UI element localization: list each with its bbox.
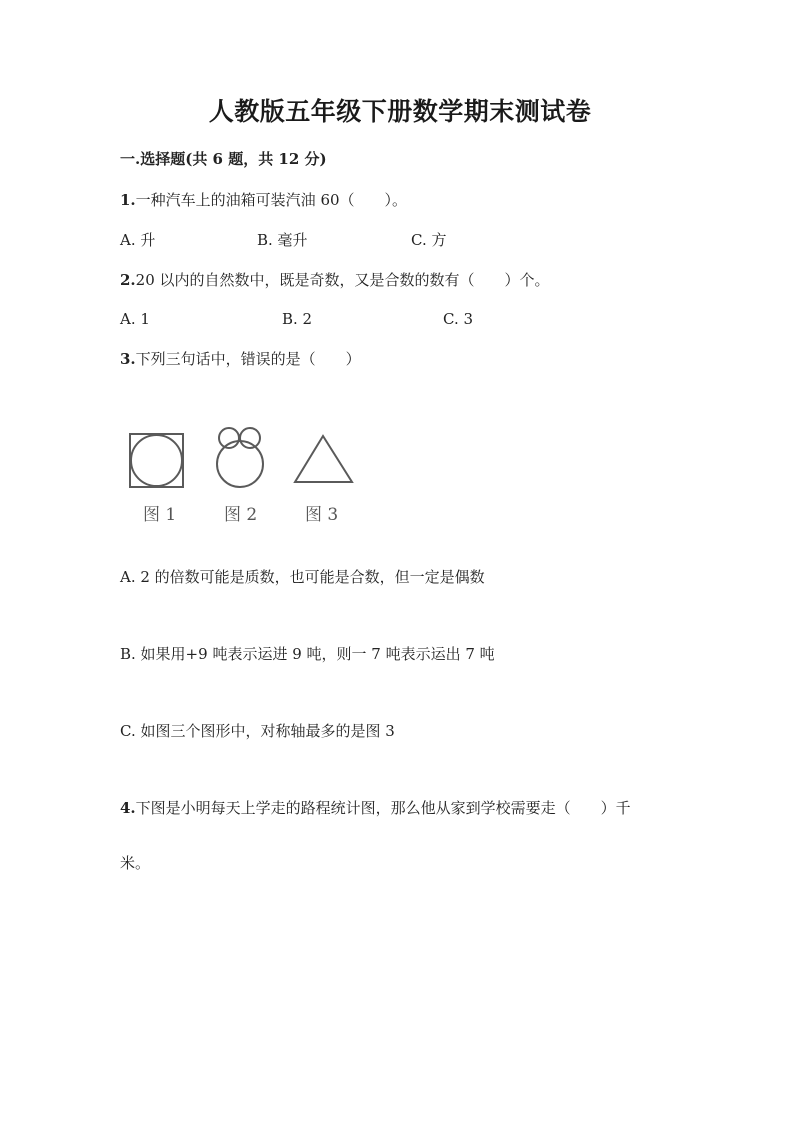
- figure-2-label: 图 2: [224, 505, 258, 525]
- shape-figures: [120, 422, 370, 526]
- question-number: 3.: [120, 350, 136, 368]
- question-2: [120, 269, 550, 290]
- figure-1-circle: [131, 435, 182, 486]
- option-a: A. 1: [120, 310, 150, 328]
- option-a: A. 2 的倍数可能是质数，也可能是合数，但一定是偶数: [120, 568, 485, 586]
- question-text: 下图是小明每天上学走的路程统计图，那么他从家到学校需要走（ ）千: [135, 799, 631, 817]
- option-c: C. 3: [443, 310, 474, 328]
- figure-3-label: 图 3: [305, 505, 339, 525]
- figure-2-small-circle-right: [240, 428, 260, 448]
- question-number: 1.: [120, 191, 136, 209]
- figure-3-triangle: [295, 436, 352, 482]
- section-heading: 一.选择题(共 6 题，共 12 分): [120, 150, 327, 168]
- shape-figures-drawing: [120, 422, 370, 494]
- figure-2-large-circle: [217, 441, 263, 487]
- option-b: B. 如果用+9 吨表示运进 9 吨，则一 7 吨表示运出 7 吨: [120, 645, 495, 663]
- question-text: 一种汽车上的油箱可装汽油 60（ ）。: [135, 191, 408, 209]
- figure-1-label: 图 1: [143, 505, 177, 525]
- question-text: 下列三句话中，错误的是（ ）: [135, 350, 361, 368]
- option-c: C. 方: [411, 231, 447, 249]
- question-number: 4.: [120, 799, 136, 817]
- page-title: 人教版五年级下册数学期末测试卷: [208, 97, 592, 126]
- option-b: B. 毫升: [257, 231, 308, 249]
- question-1: [120, 189, 407, 210]
- question-3: [120, 348, 361, 369]
- question-4: [120, 797, 631, 818]
- question-number: 2.: [120, 271, 136, 289]
- figure-2-small-circle-left: [219, 428, 239, 448]
- question-text: 20 以内的自然数中，既是奇数，又是合数的数有（ ）个。: [135, 271, 550, 289]
- option-a: A. 升: [120, 231, 156, 249]
- option-c: C. 如图三个图形中，对称轴最多的是图 3: [120, 722, 395, 740]
- question-4-continued: 米。: [120, 854, 151, 872]
- option-b: B. 2: [282, 310, 313, 328]
